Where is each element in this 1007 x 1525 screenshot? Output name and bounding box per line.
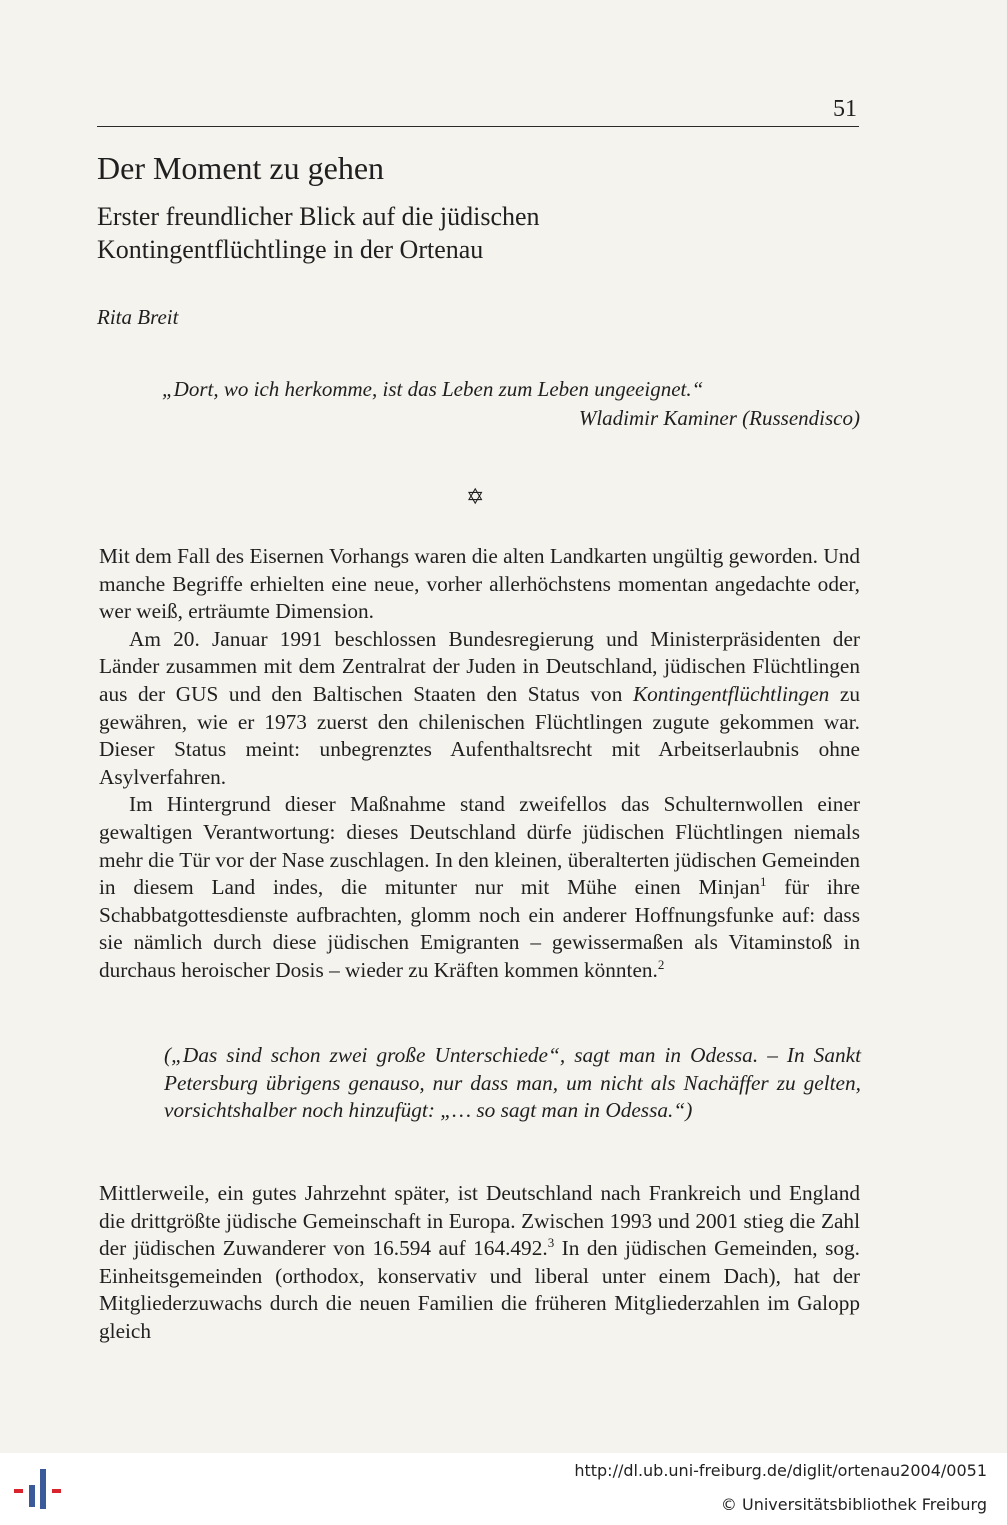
footnote-ref-2: 2 (657, 956, 665, 972)
article-title: Der Moment zu gehen (97, 150, 385, 186)
epigraph-quote: „Dort, wo ich herkomme, ist das Leben zum Leben ungeeignet.“ (162, 377, 704, 401)
paragraph-3 (99, 791, 860, 984)
paragraph-2-text-b: zu gewähren, wie er 1973 zuerst den chilenischen Flüchtlingen zugute gekommen war. Dieser Status meint: unbegrenztes Aufenthaltsrecht mit Arbeitserlaubnis ohne Asylverfahren. (99, 681, 860, 789)
footnote-ref-3: 3 (547, 1235, 555, 1251)
epigraph (160, 375, 860, 433)
paragraph-3-text-b: für ihre Schabbatgottesdienste aufbrachten, glomm noch ein anderer Hoffnungsfunke auf: dass sie nämlich durch diese jüdischen Emigranten – gewissermaßen als Vitaminstoß in durchaus heroischer Dosis – wieder zu Kräften kommen könnten. (99, 875, 860, 982)
star-of-david-icon: ✡ (466, 485, 485, 510)
ub-freiburg-logo-icon (12, 1465, 68, 1513)
paragraph-1: Mit dem Fall des Eisernen Vorhangs waren die alten Landkarten ungültig geworden. Und manche Begriffe erhielten eine neue, vorher allerhöchstens momentan angedachte oder, wer weiß, erträumte Dimension. (99, 544, 860, 624)
paragraph-3-text-a: Im Hintergrund dieser Maßnahme stand zweifellos das Schulternwollen einer gewaltigen Verantwortung: dieses Deutschland dürfe jüdischen Flüchtlingen niemals mehr die Tür vor der Nase zuschlagen. In den kleinen, überalterten jüdischen Gemeinden in diesem Land indes, die mitunter nur mit Mühe einen Minjan (99, 792, 860, 900)
subtitle-line-1: Erster freundlicher Blick auf die jüdischen (97, 202, 540, 231)
page-number: 51 (833, 96, 857, 122)
footnote-ref-1: 1 (760, 874, 767, 890)
footer-url-link[interactable]: http://dl.ub.uni-freiburg.de/diglit/ortenau2004/0051 (574, 1461, 987, 1480)
paragraph-4-text-a: Mittlerweile, ein gutes Jahrzehnt später, ist Deutschland nach Frankreich und England die drittgrößte jüdische Gemeinschaft in Europa. Zwischen 1993 und 2001 stieg die Zahl der jüdischen Zuwanderer von 16.594 auf 164.492. (99, 1181, 860, 1261)
body-text-block-1 (99, 543, 860, 985)
header-rule (97, 126, 859, 127)
article-subtitle (97, 200, 857, 266)
inset-quote: („Das sind schon zwei große Unterschiede“, sagt man in Odessa. – In Sankt Petersburg übrigens genauso, nur dass man, um nicht als Nachäffer zu gelten, vorsichtshalber noch hinzufügt: „… so sagt man in Odessa.“) (164, 1043, 861, 1123)
paragraph-2-text-a: Am 20. Januar 1991 beschlossen Bundesregierung und Ministerpräsidenten der Länder zusammen mit dem Zentralrat der Juden in Deutschland, jüdischen Flüchtlingen aus der GUS und den Baltischen Staaten den Status von (99, 626, 860, 706)
footer-bar (0, 1453, 1007, 1525)
epigraph-source: Wladimir Kaminer (Russendisco) (578, 406, 860, 430)
footer-copyright: © Universitätsbibliothek Freiburg (720, 1495, 987, 1514)
paragraph-2-emphasis: Kontingentflüchtlingen (632, 681, 830, 706)
paragraph-4-text-b: In den jüdischen Gemeinden, sog. Einheitsgemeinden (orthodox, konservativ und liberal unter einem Dach), hat der Mitgliederzuwachs durch die neuen Familien die früheren Mitgliederzahlen im Galopp gleich (99, 1236, 860, 1343)
article-author: Rita Breit (97, 305, 179, 329)
subtitle-line-2: Kontingentflüchtlinge in der Ortenau (97, 235, 484, 264)
body-text-block-2 (99, 1180, 860, 1346)
paragraph-2 (99, 626, 860, 792)
paragraph-4 (99, 1180, 860, 1346)
